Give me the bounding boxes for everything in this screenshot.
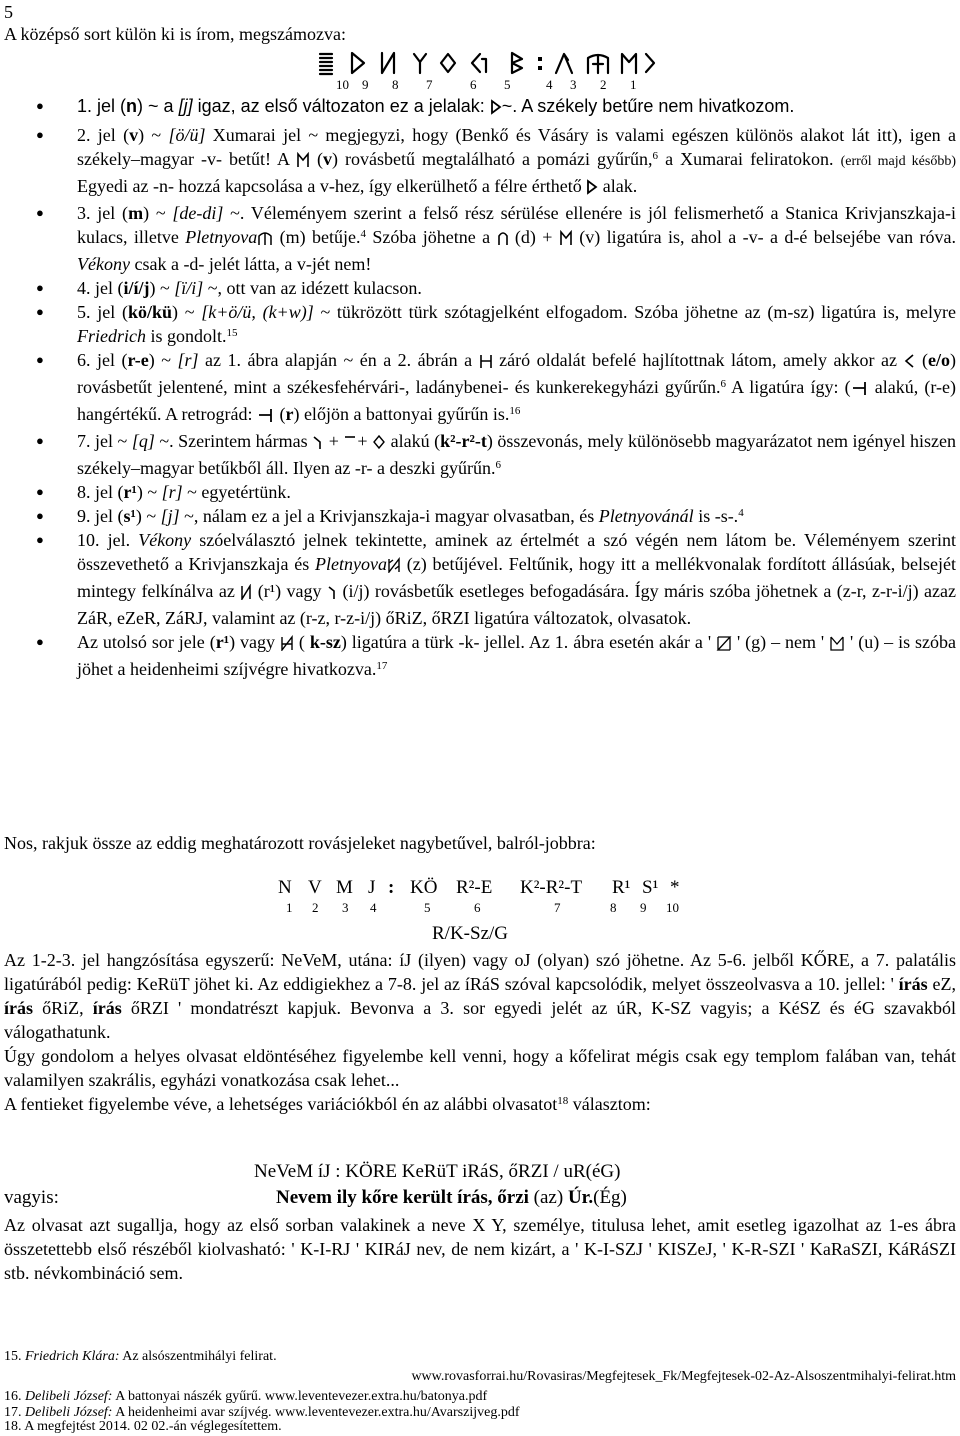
- rune-10-glyph: [320, 54, 332, 74]
- rune-hook-icon: [312, 432, 324, 456]
- rune-number: 2: [600, 77, 607, 92]
- rune-fan-icon: [257, 228, 273, 252]
- list-item: ● 2. jel (v) ~ [ö/ü] Xumarai jel ~ megjegyzi, hogy (Benkő és Vásáry is valami egészen különös alakot lát itt), igen a székely–magyar -v- betűt! A (v) rovásbetű megtalálható a pomázi gyűrűn,$^6$ a Xumarai feliratokon. (erről majd később) Egyedi az -n- hozzá kapcsolása a v-hez, így elkerülhető a félre érthető alak.: [0, 123, 960, 201]
- interpretation-paragraphs: [4, 948, 956, 1116]
- reading-transliteration: NeVeM íJ : KÖRE KeRüT iRáS, őRZI / uR(éG): [254, 1161, 621, 1182]
- translit-letter: R¹: [612, 877, 631, 898]
- list-item: ● 9. jel (s¹) ~ [j] ~, nálam ez a jel a Krivjanszkaja-i magyar olvasatban, és Pletnyovánál is -s-.$^4$: [0, 504, 960, 528]
- rune-2-glyph: [588, 55, 608, 73]
- rune-number: 10: [336, 77, 349, 92]
- list-item: ● 6. jel (r-e) ~ [r] az 1. ábra alapján ~ én a 2. ábrán a záró oldalát befelé hajlítottnak látom, amely akkor az (e/o) rovásbetűt jelentené, mint a székesfehérvári-, ladánybenei- és kunkerekegyházi gyűrűn.$^6$ A ligatúra így: ( alakú, (r-e) hangértékű. A retrográd: (r) előjön a battonyai gyűrűn is.$^{16}$: [0, 348, 960, 429]
- rune-number: 9: [362, 77, 369, 92]
- rune-row-graphic: [316, 50, 656, 76]
- rune-u-icon: [829, 633, 845, 657]
- rune-3-glyph: [556, 54, 572, 73]
- paragraph: Az 1-2-3. jel hangzósítása egyszerű: NeVeM, utána: íJ (ilyen) vagy oJ (olyan) szó jöhetne. Az 5-6. jelből KŐRE, a 7. palatális ligatúrából pedig: KeRüT jöhet ki. Az eddigiekhez a 7-8. jel az íRáS szóval kapcsolódik, melyet összeolvasva a 10. jellel: ' írás eZ, írás őRiZ, írás őRZI ' mondatrészt kapjuk. Bevonva a 3. sor egyedi jelét az úR, K-SZ vagyis; a KéSZ és éG szavakból válogathatunk.: [4, 950, 957, 1042]
- translit-letter: *: [670, 877, 680, 898]
- rune-m-icon: [559, 228, 573, 252]
- translit-letter: :: [388, 877, 395, 898]
- rune-7-glyph: [414, 54, 426, 73]
- rune-m-icon: [296, 150, 310, 174]
- rune-number: 7: [426, 77, 433, 92]
- summary-intro: Nos, rakjuk össze az eddig meghatározott rovásjeleket nagybetűvel, balról-jobbra:: [4, 833, 596, 853]
- paragraph: Úgy gondolom a helyes olvasat eldöntéséhez figyelembe kell venni, hogy a kőfelirat mégis csak egy templom falában van, tehát valamilyen szakrális, egyházi vonatkozása csak lehet...: [4, 1046, 956, 1090]
- translit-letter: KÖ: [410, 877, 438, 898]
- rune-6-glyph: [441, 54, 455, 72]
- rune-number: 5: [504, 77, 511, 92]
- rune-n-icon: [240, 582, 252, 606]
- translit-letter: J: [368, 877, 376, 898]
- reading-label: vagyis:: [4, 1187, 59, 1208]
- translit-letter: K²-R²-T: [520, 877, 583, 898]
- translit-number: 1: [286, 900, 293, 915]
- footnote-15: 15. Friedrich Klára: Az alsószentmihályi felirat.: [4, 1349, 277, 1364]
- list-item: ● 5. jel (kö/kü) ~ [k+ö/ü, (k+w)] ~ tükrözött türk szótagjelként elfogadom. Szóba jöhetne az (m-sz) ligatúra is, melyre Friedrich is gondolt.$^{15}$: [0, 300, 960, 348]
- rune-9-glyph: [352, 53, 364, 73]
- list-item: ● 8. jel (r¹) ~ [r] ~ egyetértünk.: [0, 480, 960, 504]
- rune-h-icon: [479, 351, 493, 375]
- rune-row-svg: [316, 50, 656, 76]
- list-item: ● 1. jel (n) ~ a [j] igaz, az első változaton ez a jelalak: ~. A székely betűre nem hivatkozom.: [0, 94, 960, 121]
- rune-4-glyph: [512, 53, 522, 73]
- rune-5-glyph: [472, 54, 486, 72]
- rune-colon-glyph: [538, 57, 542, 70]
- list-item: ● 4. jel (i/í/j) ~ [ï/i] ~, ott van az idézett kulacson.: [0, 276, 960, 300]
- page-number: 5: [4, 2, 13, 22]
- list-item: ● Az utolsó sor jele (r¹) vagy ( k-sz) ligatúra a türk -k- jellel. Az 1. ábra esetén akár a ' ' (g) – nem ' ' (u) – is szóba jöhet a heidenheimi szíjvégre hivatkozva.$^{17}$: [0, 630, 960, 681]
- rune-z-icon: [387, 555, 401, 579]
- rune-g-icon: [716, 633, 732, 657]
- transliteration-numbers: [276, 900, 696, 916]
- translit-number: 2: [312, 900, 319, 915]
- list-item: ● 10. jel. Vékony szóelválasztó jelnek tekintette, aminek az értelmét a szó végén nem látom be. Véleményem szerint összevethető a Krivjanszkaja és Pletnyova (z) betűjével. Feltűnik, hogy itt a mellékvonalak fordított állásúak, belsejét mintegy felkínálva az (r¹) vagy (i/j) rovásbetűk esetleges befogadására. Így máris szóba jöhetnek a (z-r, z-r-i/j) azaz ZáR, eZeR, ZáRJ, valamint az (r-z, r-z-i/j) őRiZ, őRZI ligatúra változatok, olvasatok.: [0, 528, 960, 630]
- rune-end-glyph: [646, 54, 654, 72]
- rune-ksz-icon: [280, 633, 294, 657]
- rk-sz-g-label: R/K-Sz/G: [432, 923, 508, 944]
- rune-8-glyph: [382, 53, 394, 73]
- paragraph: A fentieket figyelembe véve, a lehetséges variációkból én az alábbi olvasatot$^{18}$ választom:: [4, 1094, 651, 1114]
- translit-number: 3: [342, 900, 349, 915]
- translit-number: 4: [370, 900, 377, 915]
- rune-number: 4: [546, 77, 553, 92]
- rune-macron-icon: [343, 432, 357, 456]
- rune-number: 1: [630, 77, 637, 92]
- intro-text: A középső sort külön ki is írom, megszámozva:: [4, 24, 346, 44]
- rune-bar-right-icon: [257, 405, 275, 429]
- rune-number: 6: [470, 77, 477, 92]
- transliteration-block: [276, 876, 696, 916]
- closing-paragraph: Az olvasat azt sugallja, hogy az első sorban valakinek a neve X Y, személye, titulusa lehet, amit esetleg igazolhat az 1-es ábra összetettebb első részéből kiolvasható: ' K-I-RJ ' KIRáJ nev, de nem kizárt, a ' K-I-SZJ ' KISZeJ, ' K-R-SZI ' KaRaSZI, KáRáSZI stb. névkombináció sem.: [4, 1215, 956, 1283]
- translit-letter: M: [336, 877, 353, 898]
- transliteration-letters: [276, 876, 696, 900]
- footnote-18: 18. A megfejtést 2014. 02 02.-án véglegesítettem.: [4, 1419, 282, 1434]
- rune-arch-icon: [497, 228, 509, 252]
- rune-1-glyph: [622, 54, 636, 73]
- rune-bar-right-icon: [851, 378, 869, 402]
- rune-d-icon: [586, 177, 598, 201]
- translit-number: 7: [554, 900, 561, 915]
- rune-c-icon: [903, 351, 915, 375]
- rune-diamond-icon: [372, 432, 386, 456]
- translit-number: 6: [474, 900, 481, 915]
- translit-number: 5: [424, 900, 431, 915]
- list-item: ● 7. jel ~ [q] ~. Szerintem hármas + + alakú (k²-r²-t) összevonás, mely különösebb magyarázatot nem igényel hiszen székely–magyar betűkből áll. Ilyen az -r- a deszki gyűrűn.$^6$: [0, 429, 960, 480]
- translit-number: 9: [640, 900, 647, 915]
- rune-number: 8: [392, 77, 399, 92]
- translit-number: 10: [666, 900, 679, 915]
- list-item: ● 3. jel (m) ~ [de-di] ~. Véleményem szerint a felső rész sérülése ellenére is jól felismerhető a Stanica Krivjanszkaja-i kulacs, illetve Pletnyova (m) betűje.$^4$ Szóba jöhetne a (d) + (v) ligatúra is, ahol a -v- a d-é belsejébe van róva. Vékony csak a -d- jelét látta, a v-jét nem!: [0, 201, 960, 276]
- footnote-15-url: www.rovasforrai.hu/Rovasiras/Megfejtesek_Fk/Megfejtesek-02-Az-Alsoszentmihalyi-felirat.htm: [411, 1369, 956, 1384]
- translit-letter: V: [308, 877, 322, 898]
- rune-hook-icon: [327, 582, 337, 606]
- translit-number: 8: [610, 900, 617, 915]
- footnote-17: 17. Delibeli József: A heidenheimi avar szíjvég. www.leventevezer.extra.hu/Avarszijveg.pdf: [4, 1405, 520, 1420]
- rune-analysis-list: [0, 94, 960, 681]
- footnote-16: 16. Delibeli József: A battonyai nászék gyűrű. www.leventevezer.extra.hu/batonya.pdf: [4, 1389, 488, 1404]
- reading-value: Nevem ily kőre került írás, őrzi (az) Úr.(Ég): [276, 1187, 627, 1208]
- rune-d-icon: [490, 97, 502, 121]
- translit-letter: S¹: [642, 877, 659, 898]
- translit-letter: N: [278, 877, 292, 898]
- translit-letter: R²-E: [456, 877, 493, 898]
- rune-number: 3: [570, 77, 577, 92]
